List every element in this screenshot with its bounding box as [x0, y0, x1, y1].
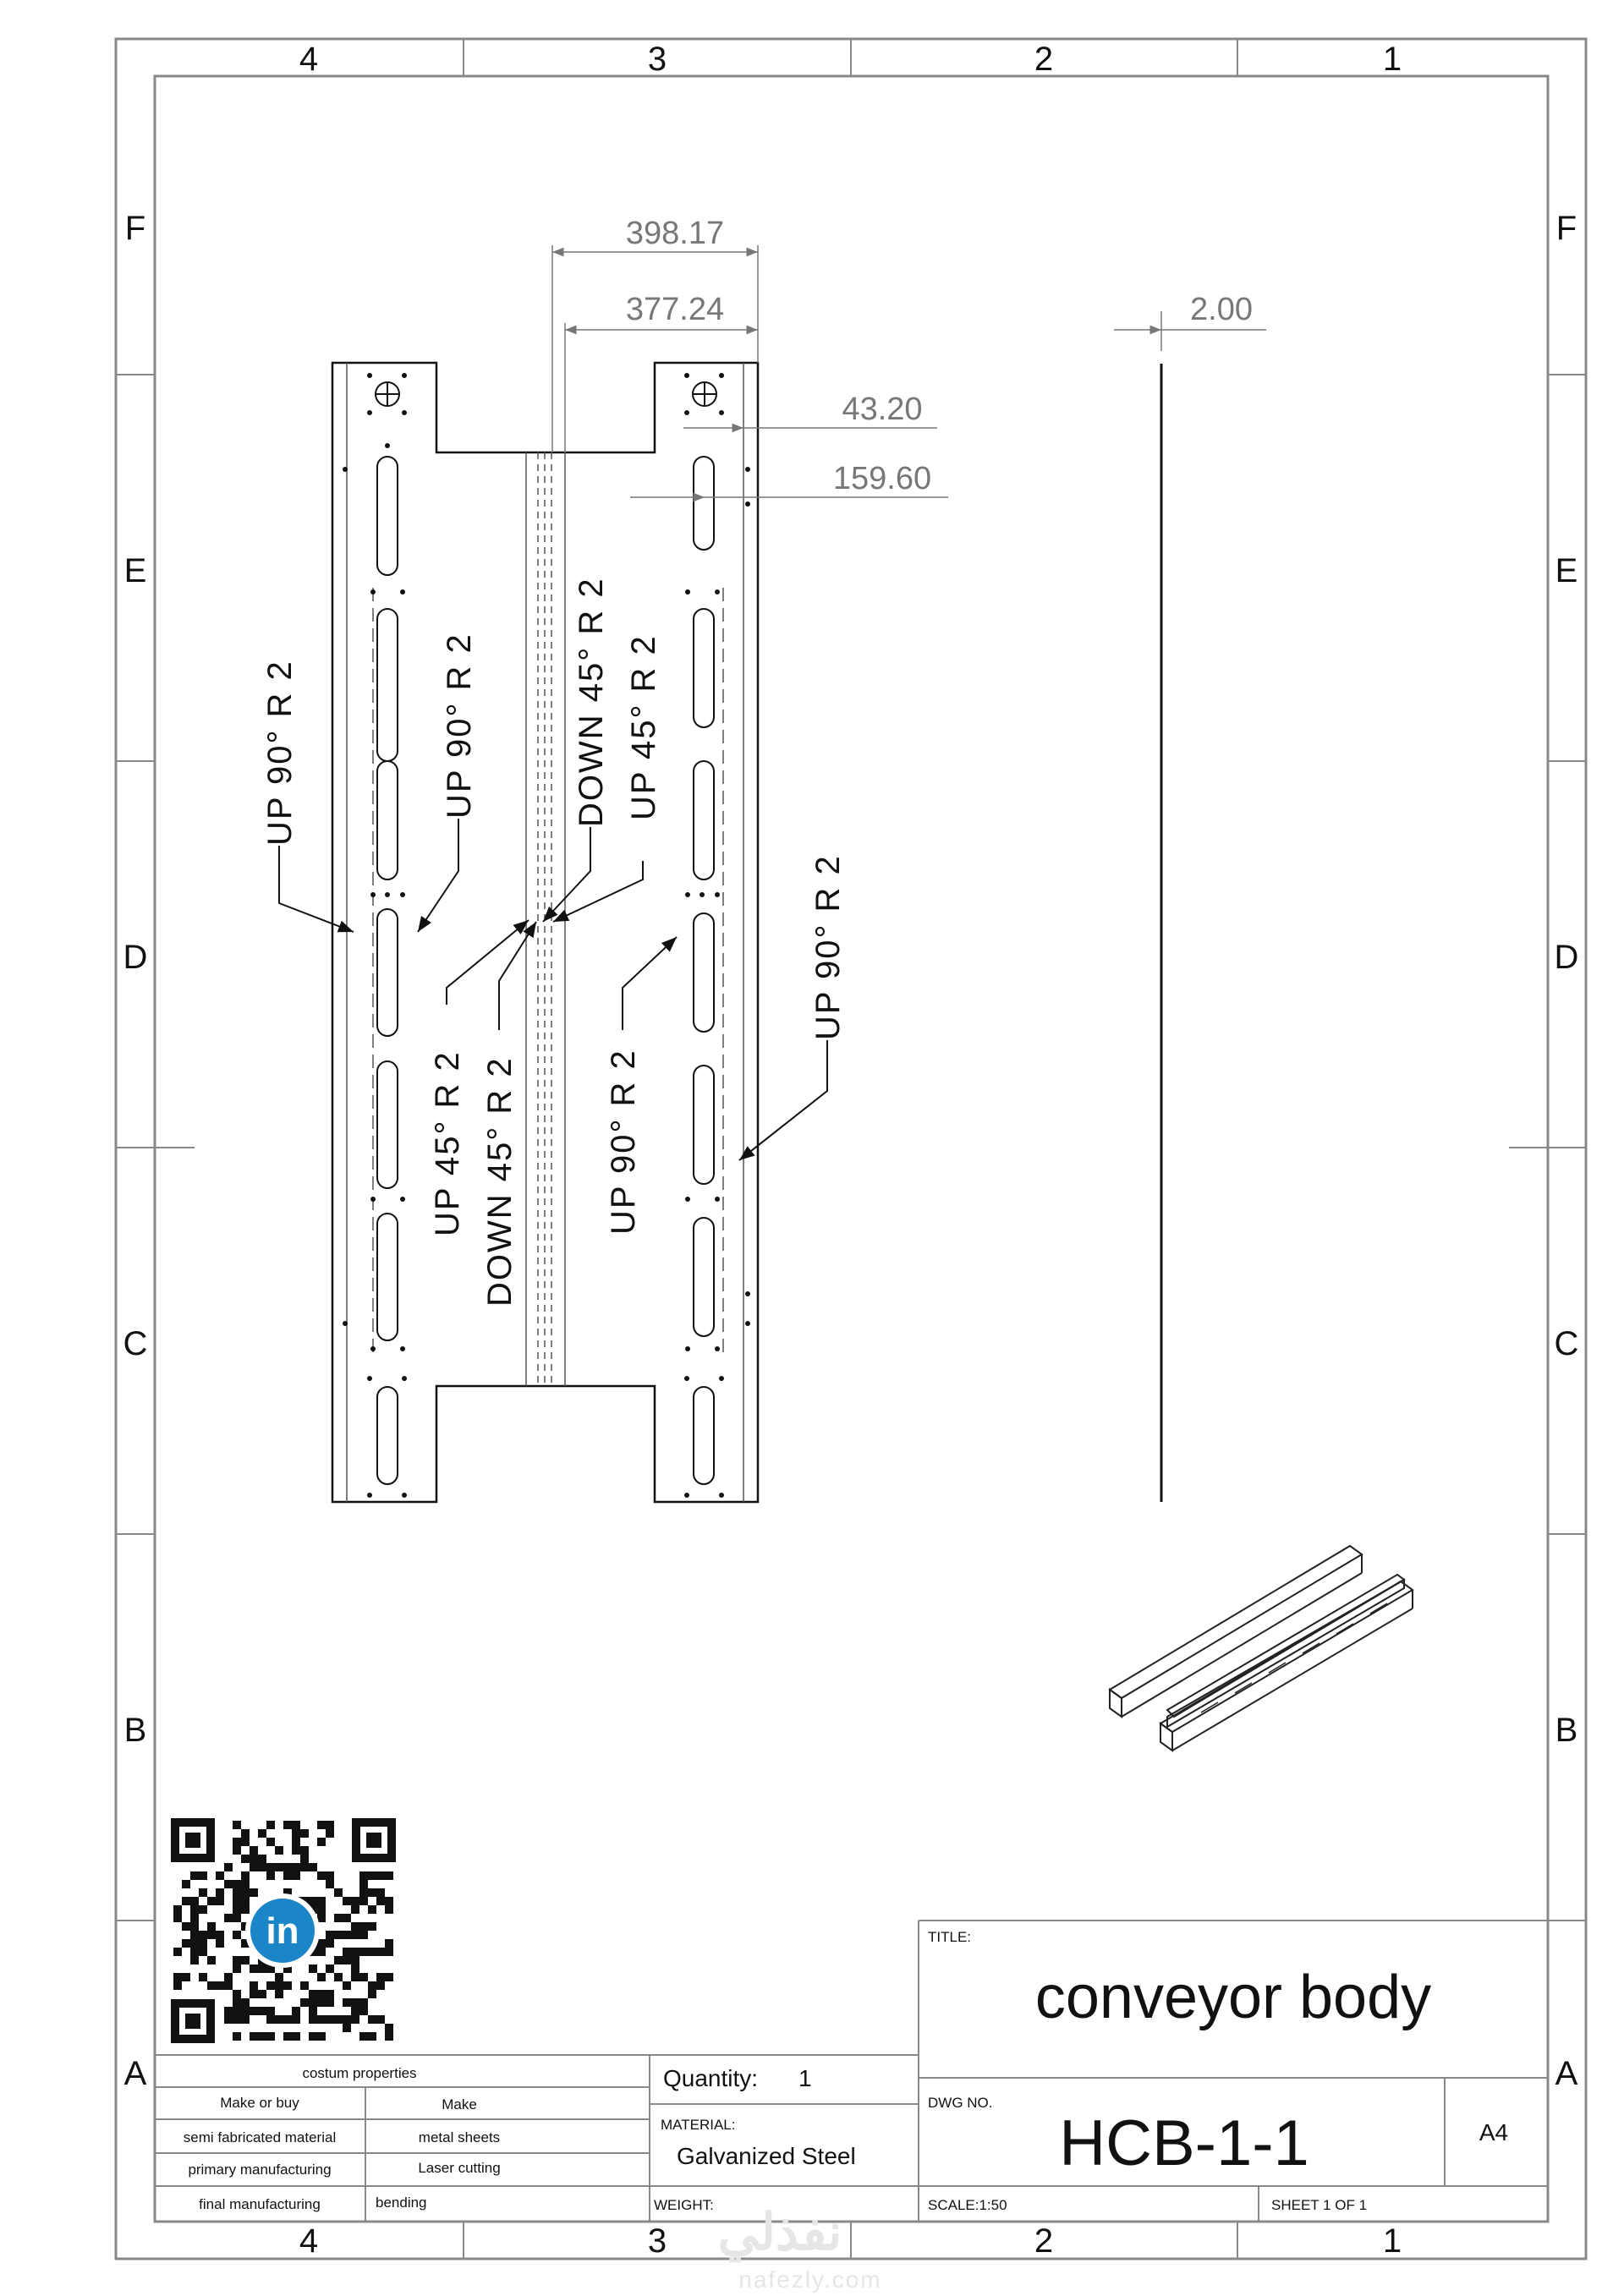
- slot-holes: [377, 457, 714, 1484]
- bend-lines: [347, 363, 743, 1502]
- corner-dots: [343, 373, 750, 1498]
- zone-row-A-right: A: [1555, 2055, 1578, 2092]
- dim-inner-width: 377.24: [625, 292, 725, 327]
- dwg-no-label: DWG NO.: [928, 2095, 993, 2111]
- property-key: semi fabricated material: [183, 2129, 337, 2145]
- zone-row-E-right: E: [1555, 552, 1578, 589]
- qr-code[interactable]: [169, 1817, 398, 2045]
- quantity-value: 1: [798, 2065, 812, 2091]
- scale-label: SCALE:1:50: [928, 2197, 1007, 2213]
- dim-hole-offset-1: 43.20: [842, 392, 923, 427]
- quantity-label: Quantity:: [663, 2065, 759, 2091]
- zone-col-3-top: 3: [647, 41, 667, 78]
- property-value: bending: [376, 2195, 427, 2211]
- zone-row-A-left: A: [123, 2055, 147, 2092]
- zone-row-D-right: D: [1554, 939, 1579, 976]
- dimension-lines: [552, 245, 1266, 497]
- bend-note-left-outer: UP 90° R 2: [261, 660, 299, 846]
- material-label: MATERIAL:: [661, 2117, 736, 2133]
- zone-col-2-top: 2: [1034, 41, 1054, 78]
- zone-col-2-bottom: 2: [1034, 2222, 1054, 2260]
- custom-properties-header: costum properties: [302, 2065, 417, 2081]
- property-key: Make or buy: [220, 2095, 299, 2111]
- zone-row-F-left: F: [124, 210, 146, 247]
- zone-col-1-top: 1: [1382, 41, 1402, 78]
- property-key: primary manufacturing: [188, 2162, 332, 2178]
- weight-label: WEIGHT:: [654, 2197, 714, 2213]
- sheet-number: SHEET 1 OF 1: [1271, 2197, 1368, 2213]
- bend-note-leaders: [279, 819, 827, 1160]
- bend-note-right-outer: UP 90° R 2: [809, 854, 847, 1040]
- zone-row-C-right: C: [1554, 1325, 1579, 1362]
- bend-note-right-inner-lower: UP 90° R 2: [605, 1049, 642, 1235]
- linkedin-badge: in: [266, 1910, 299, 1952]
- bend-note-center-down-lower: DOWN 45° R 2: [481, 1056, 518, 1307]
- title-label: TITLE:: [928, 1929, 972, 1945]
- zone-col-1-bottom: 1: [1382, 2222, 1402, 2260]
- zone-row-F-right: F: [1555, 210, 1577, 247]
- drawing-title: conveyor body: [1034, 1964, 1432, 2031]
- zone-row-B-left: B: [123, 1712, 147, 1749]
- zone-col-4-bottom: 4: [299, 2222, 319, 2260]
- dim-overall-width: 398.17: [625, 216, 725, 251]
- watermark-latin: nafezly.com: [738, 2266, 882, 2293]
- dim-hole-offset-2: 159.60: [832, 461, 932, 496]
- drawing-number: HCB-1-1: [1059, 2107, 1309, 2179]
- property-key: final manufacturing: [199, 2196, 321, 2212]
- sheet-size: A4: [1479, 2119, 1509, 2145]
- bend-note-center-up-lower: UP 45° R 2: [429, 1050, 466, 1236]
- watermark-arabic: نفذلي: [717, 2204, 842, 2260]
- property-value: Laser cutting: [418, 2160, 501, 2176]
- zone-row-D-left: D: [123, 939, 148, 976]
- property-value: metal sheets: [418, 2129, 501, 2145]
- material-value: Galvanized Steel: [677, 2143, 856, 2169]
- bend-note-left-inner: UP 90° R 2: [441, 633, 478, 819]
- mounting-holes: [376, 382, 716, 406]
- dim-thickness: 2.00: [1190, 292, 1253, 327]
- zone-row-C-left: C: [123, 1325, 148, 1362]
- property-value: Make: [442, 2096, 477, 2112]
- isometric-view: [1110, 1546, 1413, 1751]
- zone-col-3-bottom: 3: [647, 2222, 667, 2260]
- zone-row-E-left: E: [123, 552, 147, 589]
- bend-note-center-down-upper: DOWN 45° R 2: [573, 577, 610, 827]
- bend-note-center-up-upper: UP 45° R 2: [625, 634, 662, 820]
- zone-col-4-top: 4: [299, 41, 319, 78]
- zone-row-B-right: B: [1555, 1712, 1578, 1749]
